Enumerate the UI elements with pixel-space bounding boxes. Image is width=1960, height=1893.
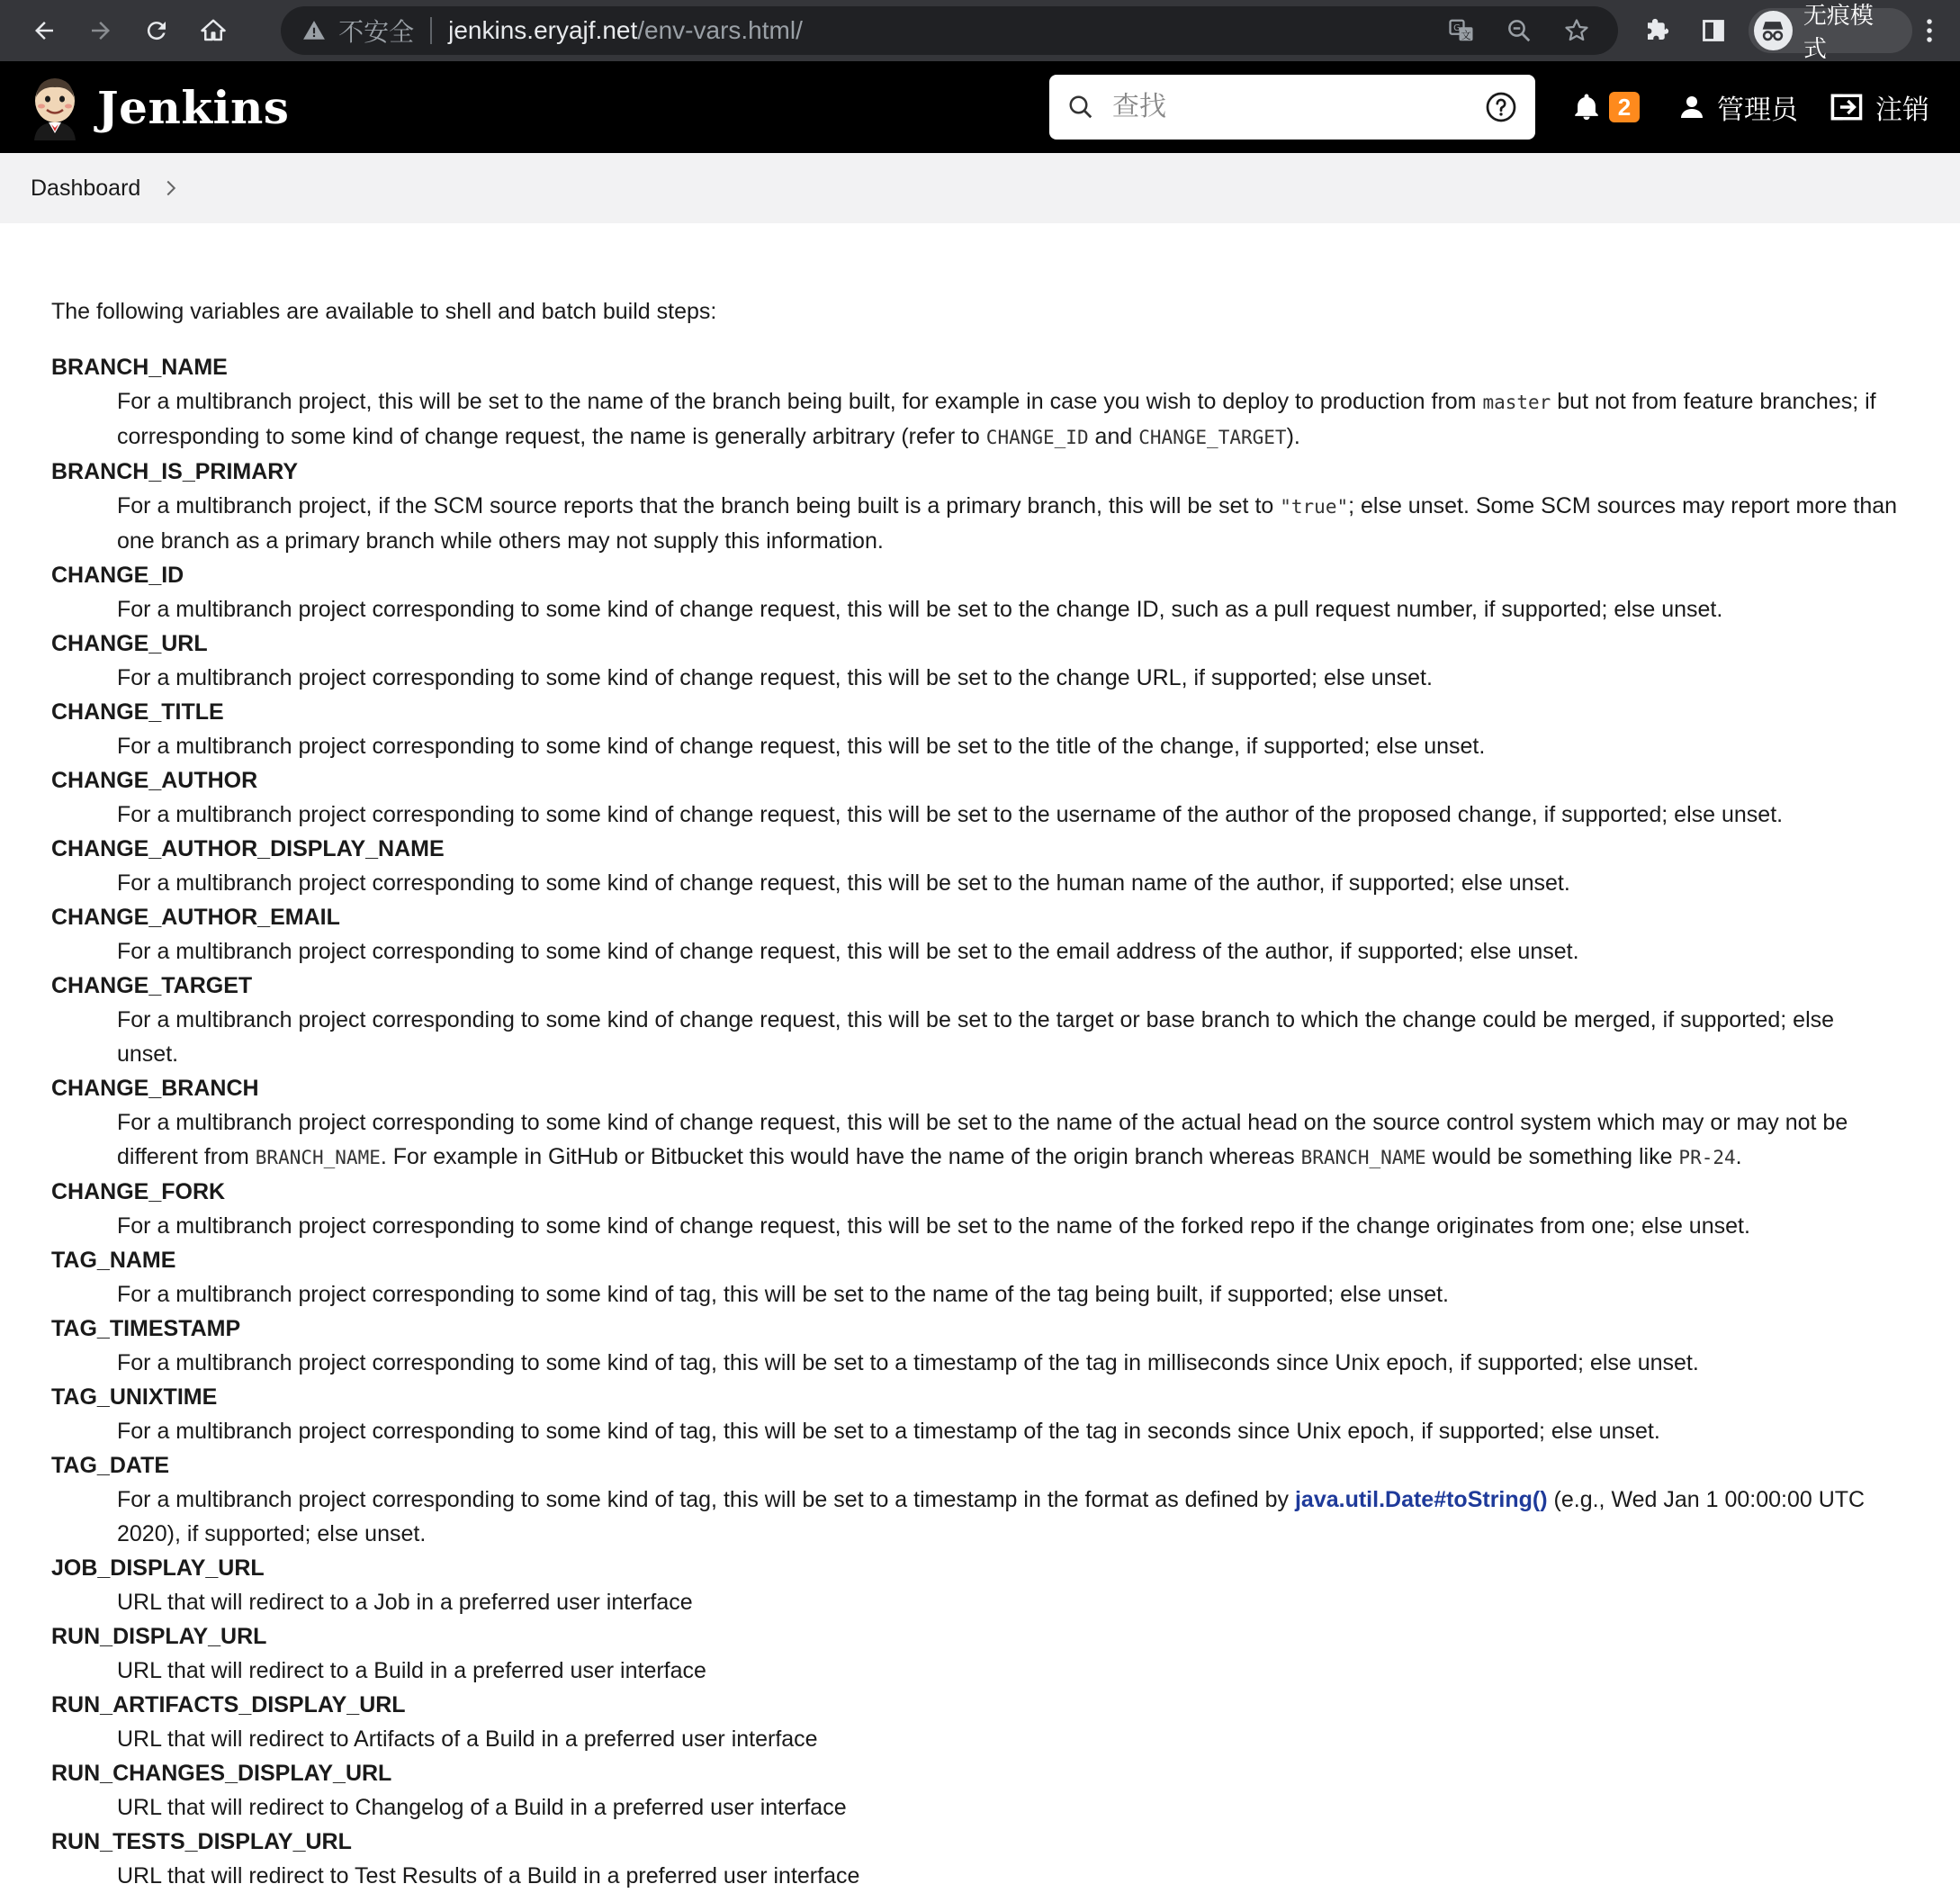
env-var-name: JOB_DISPLAY_URL (51, 1555, 265, 1581)
description-text: . For example in GitHub or Bitbucket this would have the name of the origin branch whereas (380, 1144, 1301, 1169)
env-var-name: CHANGE_FORK (51, 1179, 226, 1204)
env-var-description (117, 1209, 1908, 1243)
search-input[interactable] (1112, 92, 1485, 122)
env-var-description (117, 934, 1908, 969)
env-var-name: BRANCH_IS_PRIMARY (51, 459, 299, 484)
description-text: For a multibranch project corresponding to some kind of change request, this will be set to the name of the forked repo if the change originates from one; else unset. (117, 1213, 1750, 1239)
env-var-name: TAG_UNIXTIME (51, 1384, 218, 1410)
env-var-description (117, 798, 1908, 832)
search-icon (1067, 94, 1094, 121)
description-text: URL that will redirect to Test Results of a Build in a preferred user interface (117, 1863, 860, 1888)
env-var-name: TAG_DATE (51, 1453, 170, 1478)
env-var-description (117, 384, 1908, 455)
description-text: . (1735, 1144, 1742, 1169)
env-var-name: CHANGE_URL (51, 631, 208, 656)
back-button[interactable] (16, 2, 73, 59)
jenkins-header (0, 61, 1960, 153)
description-text: and (1088, 424, 1139, 449)
reload-icon (143, 17, 170, 44)
env-var-description (117, 1003, 1908, 1071)
user-menu-link[interactable] (1677, 87, 1798, 127)
description-text: For a multibranch project corresponding to some kind of tag, this will be set to a timestamp of the tag in milliseconds since Unix epoch, if supported; else unset. (117, 1350, 1699, 1375)
env-var-description (117, 489, 1908, 558)
bell-icon (1571, 92, 1602, 122)
breadcrumb-dashboard[interactable]: Dashboard (31, 175, 141, 201)
forward-button[interactable] (73, 2, 130, 59)
chevron-right-icon[interactable] (164, 179, 178, 197)
description-text: URL that will redirect to a Job in a preferred user interface (117, 1590, 693, 1615)
description-text: For a multibranch project corresponding to some kind of change request, this will be set to the title of the change, if supported; else unset. (117, 734, 1486, 759)
inline-code: "true" (1280, 496, 1349, 518)
description-text: For a multibranch project corresponding to some kind of change request, this will be set to the target or base branch to which the change could be merged, if supported; else unset. (117, 1007, 1835, 1067)
description-text: For a multibranch project corresponding to some kind of change request, this will be set to the human name of the author, if supported; else unset. (117, 870, 1570, 896)
inline-code: master (1482, 392, 1551, 413)
description-text: ; else unset. Some SCM sources may report more than one branch as a primary branch while others may not supply this information. (117, 493, 1898, 554)
env-var-description (117, 1790, 1908, 1825)
env-var-name: RUN_ARTIFACTS_DISPLAY_URL (51, 1692, 406, 1717)
arrow-right-icon (87, 17, 114, 44)
description-text: For a multibranch project corresponding to some kind of change request, this will be set to the name of the actual head on the source control system which may or may not be different from (117, 1110, 1848, 1169)
kebab-menu-icon[interactable] (1912, 2, 1947, 59)
env-var-description (117, 592, 1908, 626)
url-divider (430, 17, 432, 44)
star-icon[interactable] (1548, 6, 1605, 55)
description-text: would be something like (1425, 1144, 1679, 1169)
env-var-name: CHANGE_TITLE (51, 699, 224, 725)
puzzle-icon[interactable] (1629, 2, 1685, 59)
env-var-description (117, 1654, 1908, 1688)
env-var-name: RUN_CHANGES_DISPLAY_URL (51, 1761, 392, 1786)
inline-code: BRANCH_NAME (1300, 1147, 1426, 1168)
env-var-description (117, 1277, 1908, 1312)
url-path: /env-vars.html/ (637, 16, 803, 44)
home-button[interactable] (185, 2, 242, 59)
description-text: For a multibranch project corresponding to some kind of change request, this will be set to the email address of the author, if supported; else unset. (117, 939, 1579, 964)
notification-count-badge: 2 (1609, 92, 1640, 122)
svg-text:G: G (1453, 23, 1461, 33)
env-var-name: CHANGE_AUTHOR_DISPLAY_NAME (51, 836, 445, 861)
translate-icon[interactable] (1433, 6, 1490, 55)
env-var-description (117, 1722, 1908, 1756)
description-text: ). (1286, 424, 1300, 449)
logout-icon (1829, 92, 1865, 122)
description-text: For a multibranch project corresponding to some kind of change request, this will be set to the change ID, such as a pull request number, if supported; else unset. (117, 597, 1723, 622)
description-text: For a multibranch project, if the SCM source reports that the branch being built is a primary branch, this will be set to (117, 493, 1281, 518)
description-text: URL that will redirect to Artifacts of a Build in a preferred user interface (117, 1726, 818, 1752)
notifications-button[interactable] (1571, 92, 1640, 122)
main-content (0, 299, 1908, 1893)
env-var-description (117, 1483, 1908, 1551)
description-text: For a multibranch project corresponding to some kind of tag, this will be set to the name of the tag being built, if supported; else unset. (117, 1282, 1449, 1307)
env-var-description (117, 1585, 1908, 1619)
incognito-label: 无痕模式 (1803, 2, 1874, 62)
env-var-name: RUN_TESTS_DISPLAY_URL (51, 1829, 352, 1854)
env-var-name: CHANGE_BRANCH (51, 1076, 259, 1101)
env-var-description (117, 1105, 1908, 1175)
zoom-out-icon[interactable] (1490, 6, 1548, 55)
description-text: but not from feature branches; if corresponding to some kind of change request, the name is generally arbitrary (refer to (117, 389, 1876, 449)
url-host: jenkins.eryajf.net (448, 16, 638, 44)
env-var-name: CHANGE_AUTHOR (51, 768, 258, 793)
env-var-name: CHANGE_ID (51, 563, 184, 588)
browser-toolbar (0, 0, 1960, 61)
description-text: URL that will redirect to Changelog of a Build in a preferred user interface (117, 1795, 847, 1820)
env-var-description (117, 729, 1908, 763)
inline-code: PR-24 (1678, 1147, 1736, 1168)
incognito-icon (1754, 11, 1793, 50)
env-vars-list (51, 350, 1908, 1893)
svg-text:文: 文 (1461, 29, 1471, 41)
intro-text: The following variables are available to shell and batch build steps: (51, 299, 717, 324)
description-text: URL that will redirect to a Build in a preferred user interface (117, 1658, 706, 1683)
jenkins-logo (29, 74, 81, 140)
env-var-name: BRANCH_NAME (51, 355, 228, 380)
user-icon (1677, 93, 1706, 122)
incognito-indicator[interactable] (1749, 2, 1912, 62)
env-var-description (117, 1859, 1908, 1893)
description-text: For a multibranch project corresponding to some kind of change request, this will be set to the change URL, if supported; else unset. (117, 665, 1433, 690)
description-text: For a multibranch project corresponding to some kind of change request, this will be set to the username of the author of the proposed change, if supported; else unset. (117, 802, 1784, 827)
logout-link[interactable] (1829, 87, 1929, 127)
help-icon[interactable] (1485, 91, 1517, 123)
brand-name: Jenkins (97, 80, 290, 134)
env-var-name: TAG_NAME (51, 1248, 176, 1273)
description-text: (e.g., Wed Jan 1 00:00:00 UTC 2020), if supported; else unset. (117, 1487, 1866, 1546)
inline-code: CHANGE_ID (985, 427, 1089, 448)
env-var-name: CHANGE_AUTHOR_EMAIL (51, 905, 340, 930)
description-text: For a multibranch project, this will be set to the name of the branch being built, for example in case you wish to deploy to production from (117, 389, 1483, 414)
user-label: 管理员 (1717, 95, 1798, 125)
env-var-name: RUN_DISPLAY_URL (51, 1624, 267, 1649)
env-var-name: CHANGE_TARGET (51, 973, 253, 998)
warning-triangle-icon[interactable] (302, 19, 326, 42)
breadcrumb (0, 153, 1960, 223)
javadoc-link[interactable]: java.util.Date#toString() (1294, 1487, 1548, 1512)
env-var-description (117, 1414, 1908, 1448)
reload-button[interactable] (129, 2, 185, 59)
address-bar[interactable] (281, 6, 1618, 55)
jenkins-home-link[interactable] (29, 74, 289, 140)
env-var-description (117, 1346, 1908, 1380)
inline-code: BRANCH_NAME (255, 1147, 381, 1168)
env-var-description (117, 866, 1908, 900)
search-box[interactable] (1049, 75, 1535, 140)
env-var-name: TAG_TIMESTAMP (51, 1316, 241, 1341)
side-panel-icon[interactable] (1686, 2, 1741, 59)
description-text: For a multibranch project corresponding to some kind of tag, this will be set to a timestamp in the format as defined by (117, 1487, 1295, 1512)
description-text: For a multibranch project corresponding to some kind of tag, this will be set to a timestamp of the tag in seconds since Unix epoch, if supported; else unset. (117, 1419, 1660, 1444)
inline-code: CHANGE_TARGET (1138, 427, 1287, 448)
logout-label: 注销 (1875, 95, 1929, 125)
arrow-left-icon (31, 17, 58, 44)
env-var-description (117, 661, 1908, 695)
home-icon (200, 17, 227, 44)
insecure-label: 不安全 (338, 18, 415, 46)
